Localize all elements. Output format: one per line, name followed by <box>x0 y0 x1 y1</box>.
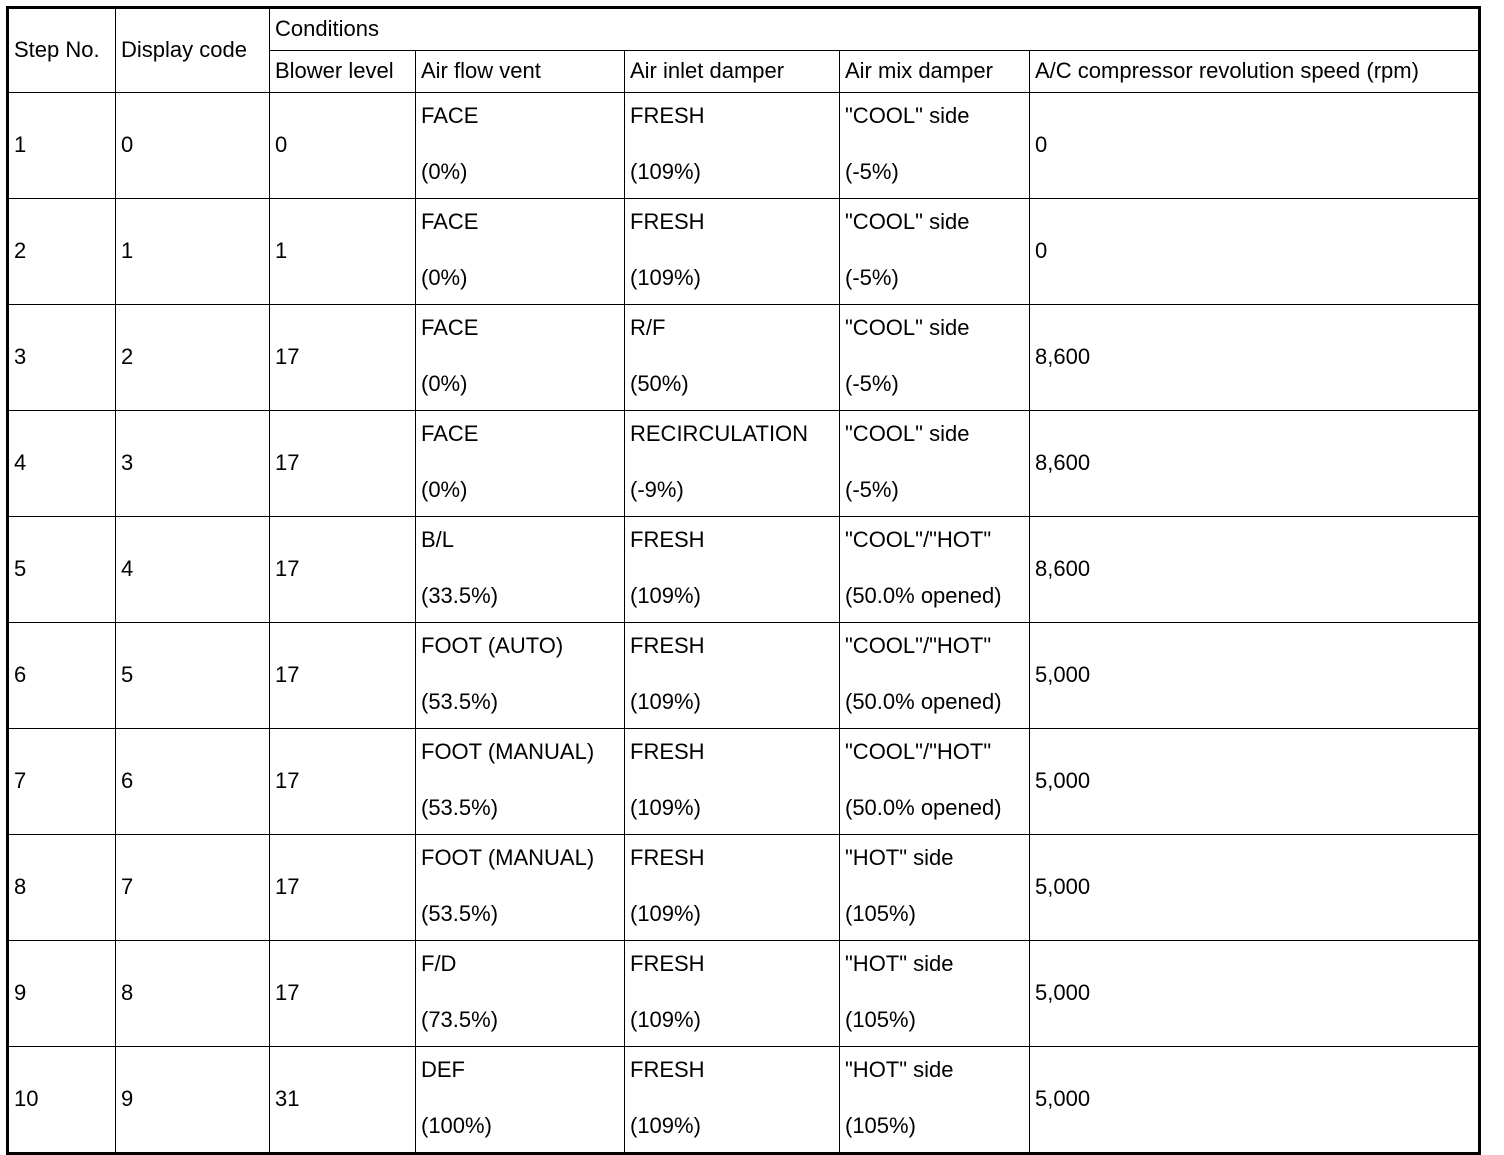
cell-air-inlet-damper <box>625 835 840 941</box>
cell-compressor-speed: 8,600 <box>1030 517 1480 623</box>
cell-air-flow-vent <box>416 517 625 623</box>
cell-air-flow-vent-percent: (33.5%) <box>421 583 499 608</box>
cell-display-code: 9 <box>116 1047 270 1154</box>
cell-air-flow-vent-percent: (0%) <box>421 371 468 396</box>
cell-compressor-speed: 5,000 <box>1030 729 1480 835</box>
cell-air-mix-damper <box>840 411 1030 517</box>
cell-air-flow-vent <box>416 835 625 941</box>
cell-air-flow-vent-mode: FOOT (AUTO) <box>421 633 564 658</box>
cell-air-flow-vent-percent: (53.5%) <box>421 795 499 820</box>
cell-compressor-speed: 0 <box>1030 199 1480 305</box>
table-row <box>8 305 1480 411</box>
cell-blower-level: 17 <box>270 729 416 835</box>
cell-air-flow-vent-mode: FACE <box>421 209 479 234</box>
cell-air-mix-damper-percent: (-5%) <box>845 477 899 502</box>
cell-air-mix-damper-percent: (50.0% opened) <box>845 583 1002 608</box>
cell-air-flow-vent <box>416 729 625 835</box>
cell-display-code: 2 <box>116 305 270 411</box>
cell-air-mix-damper-mode: "HOT" side <box>845 1057 954 1082</box>
cell-air-flow-vent-percent: (53.5%) <box>421 901 499 926</box>
cell-air-flow-vent-mode: B/L <box>421 527 455 552</box>
cell-air-flow-vent-mode: F/D <box>421 951 457 976</box>
cell-air-inlet-damper <box>625 517 840 623</box>
table-row <box>8 517 1480 623</box>
header-air-inlet-damper: Air inlet damper <box>625 51 840 93</box>
cell-air-mix-damper-mode: "COOL"/"HOT" <box>845 527 992 552</box>
header-air-mix-damper: Air mix damper <box>840 51 1030 93</box>
cell-air-mix-damper <box>840 941 1030 1047</box>
cell-air-flow-vent <box>416 305 625 411</box>
table-row <box>8 623 1480 729</box>
cell-air-inlet-damper-percent: (109%) <box>630 265 701 290</box>
cell-compressor-speed: 5,000 <box>1030 941 1480 1047</box>
cell-air-inlet-damper <box>625 93 840 199</box>
cell-blower-level: 17 <box>270 517 416 623</box>
cell-air-mix-damper-percent: (50.0% opened) <box>845 795 1002 820</box>
cell-air-mix-damper <box>840 93 1030 199</box>
cell-air-inlet-damper <box>625 1047 840 1154</box>
cell-air-inlet-damper-percent: (50%) <box>630 371 689 396</box>
cell-compressor-speed: 5,000 <box>1030 1047 1480 1154</box>
cell-air-flow-vent-mode: FOOT (MANUAL) <box>421 739 595 764</box>
cell-display-code: 3 <box>116 411 270 517</box>
cell-air-mix-damper-mode: "COOL" side <box>845 209 970 234</box>
cell-display-code: 8 <box>116 941 270 1047</box>
cell-air-mix-damper-mode: "COOL" side <box>845 103 970 128</box>
cell-air-inlet-damper <box>625 199 840 305</box>
cell-display-code: 1 <box>116 199 270 305</box>
cell-blower-level: 17 <box>270 941 416 1047</box>
cell-air-mix-damper <box>840 1047 1030 1154</box>
cell-air-mix-damper-mode: "HOT" side <box>845 951 954 976</box>
cell-air-inlet-damper-mode: RECIRCULATION <box>630 421 809 446</box>
cell-air-mix-damper <box>840 729 1030 835</box>
cell-air-flow-vent-mode: FACE <box>421 315 479 340</box>
cell-air-flow-vent-percent: (0%) <box>421 159 468 184</box>
cell-step-no: 4 <box>8 411 116 517</box>
cell-compressor-speed: 8,600 <box>1030 305 1480 411</box>
header-conditions: Conditions <box>270 8 1480 51</box>
cell-compressor-speed: 0 <box>1030 93 1480 199</box>
cell-air-inlet-damper-percent: (109%) <box>630 901 701 926</box>
cell-blower-level: 31 <box>270 1047 416 1154</box>
cell-air-flow-vent-percent: (100%) <box>421 1113 492 1138</box>
cell-air-inlet-damper <box>625 623 840 729</box>
cell-air-inlet-damper-mode: FRESH <box>630 951 705 976</box>
cell-air-inlet-damper-mode: FRESH <box>630 739 705 764</box>
cell-air-mix-damper <box>840 835 1030 941</box>
table-body <box>8 93 1480 1154</box>
cell-air-inlet-damper-percent: (109%) <box>630 689 701 714</box>
cell-step-no: 9 <box>8 941 116 1047</box>
cell-air-mix-damper-percent: (-5%) <box>845 159 899 184</box>
cell-display-code: 0 <box>116 93 270 199</box>
cell-air-flow-vent-percent: (73.5%) <box>421 1007 499 1032</box>
cell-air-inlet-damper <box>625 729 840 835</box>
cell-air-flow-vent-percent: (0%) <box>421 477 468 502</box>
cell-air-mix-damper-mode: "COOL" side <box>845 315 970 340</box>
cell-blower-level: 17 <box>270 835 416 941</box>
cell-air-flow-vent <box>416 411 625 517</box>
cell-air-flow-vent-mode: FACE <box>421 421 479 446</box>
header-air-flow-vent: Air flow vent <box>416 51 625 93</box>
table-row <box>8 199 1480 305</box>
cell-air-flow-vent-mode: DEF <box>421 1057 465 1082</box>
cell-air-flow-vent <box>416 93 625 199</box>
cell-air-mix-damper <box>840 305 1030 411</box>
cell-air-inlet-damper-percent: (109%) <box>630 159 701 184</box>
cell-air-mix-damper-mode: "COOL"/"HOT" <box>845 633 992 658</box>
cell-air-flow-vent <box>416 1047 625 1154</box>
cell-air-inlet-damper-mode: FRESH <box>630 1057 705 1082</box>
cell-step-no: 6 <box>8 623 116 729</box>
cell-air-inlet-damper-percent: (-9%) <box>630 477 684 502</box>
cell-step-no: 3 <box>8 305 116 411</box>
header-display-code: Display code <box>116 8 270 93</box>
cell-air-inlet-damper <box>625 305 840 411</box>
cell-air-inlet-damper-percent: (109%) <box>630 583 701 608</box>
cell-compressor-speed: 5,000 <box>1030 623 1480 729</box>
header-blower-level: Blower level <box>270 51 416 93</box>
cell-air-inlet-damper <box>625 941 840 1047</box>
cell-compressor-speed: 8,600 <box>1030 411 1480 517</box>
cell-air-mix-damper-percent: (105%) <box>845 901 916 926</box>
cell-air-mix-damper-percent: (105%) <box>845 1007 916 1032</box>
cell-air-mix-damper-mode: "COOL" side <box>845 421 970 446</box>
cell-step-no: 7 <box>8 729 116 835</box>
cell-air-inlet-damper <box>625 411 840 517</box>
cell-blower-level: 17 <box>270 411 416 517</box>
cell-air-inlet-damper-percent: (109%) <box>630 1007 701 1032</box>
cell-step-no: 2 <box>8 199 116 305</box>
cell-air-flow-vent-mode: FOOT (MANUAL) <box>421 845 595 870</box>
cell-air-inlet-damper-percent: (109%) <box>630 795 701 820</box>
cell-compressor-speed: 5,000 <box>1030 835 1480 941</box>
table-row <box>8 411 1480 517</box>
cell-air-flow-vent <box>416 623 625 729</box>
cell-air-mix-damper <box>840 517 1030 623</box>
cell-display-code: 7 <box>116 835 270 941</box>
cell-air-flow-vent-mode: FACE <box>421 103 479 128</box>
table-row <box>8 93 1480 199</box>
header-step-no: Step No. <box>8 8 116 93</box>
table-row <box>8 729 1480 835</box>
cell-air-flow-vent-percent: (0%) <box>421 265 468 290</box>
cell-air-flow-vent-percent: (53.5%) <box>421 689 499 714</box>
header-compressor-speed: A/C compressor revolution speed (rpm) <box>1030 51 1480 93</box>
cell-air-mix-damper <box>840 199 1030 305</box>
cell-display-code: 5 <box>116 623 270 729</box>
cell-air-mix-damper-percent: (-5%) <box>845 265 899 290</box>
cell-air-mix-damper-mode: "COOL"/"HOT" <box>845 739 992 764</box>
cell-air-mix-damper-percent: (-5%) <box>845 371 899 396</box>
cell-blower-level: 17 <box>270 305 416 411</box>
cell-blower-level: 1 <box>270 199 416 305</box>
cell-blower-level: 0 <box>270 93 416 199</box>
cell-step-no: 8 <box>8 835 116 941</box>
cell-air-mix-damper <box>840 623 1030 729</box>
cell-air-inlet-damper-mode: R/F <box>630 315 666 340</box>
cell-display-code: 6 <box>116 729 270 835</box>
cell-air-flow-vent <box>416 199 625 305</box>
cell-air-mix-damper-percent: (105%) <box>845 1113 916 1138</box>
cell-air-inlet-damper-mode: FRESH <box>630 845 705 870</box>
cell-air-mix-damper-mode: "HOT" side <box>845 845 954 870</box>
table-row <box>8 1047 1480 1154</box>
cell-air-mix-damper-percent: (50.0% opened) <box>845 689 1002 714</box>
table-row <box>8 835 1480 941</box>
cell-air-inlet-damper-percent: (109%) <box>630 1113 701 1138</box>
self-diagnosis-step-table <box>6 6 1481 1155</box>
table-row <box>8 941 1480 1047</box>
cell-air-inlet-damper-mode: FRESH <box>630 527 705 552</box>
cell-step-no: 10 <box>8 1047 116 1154</box>
cell-blower-level: 17 <box>270 623 416 729</box>
cell-display-code: 4 <box>116 517 270 623</box>
cell-step-no: 5 <box>8 517 116 623</box>
cell-air-inlet-damper-mode: FRESH <box>630 209 705 234</box>
cell-air-inlet-damper-mode: FRESH <box>630 633 705 658</box>
cell-air-inlet-damper-mode: FRESH <box>630 103 705 128</box>
cell-air-flow-vent <box>416 941 625 1047</box>
cell-step-no: 1 <box>8 93 116 199</box>
